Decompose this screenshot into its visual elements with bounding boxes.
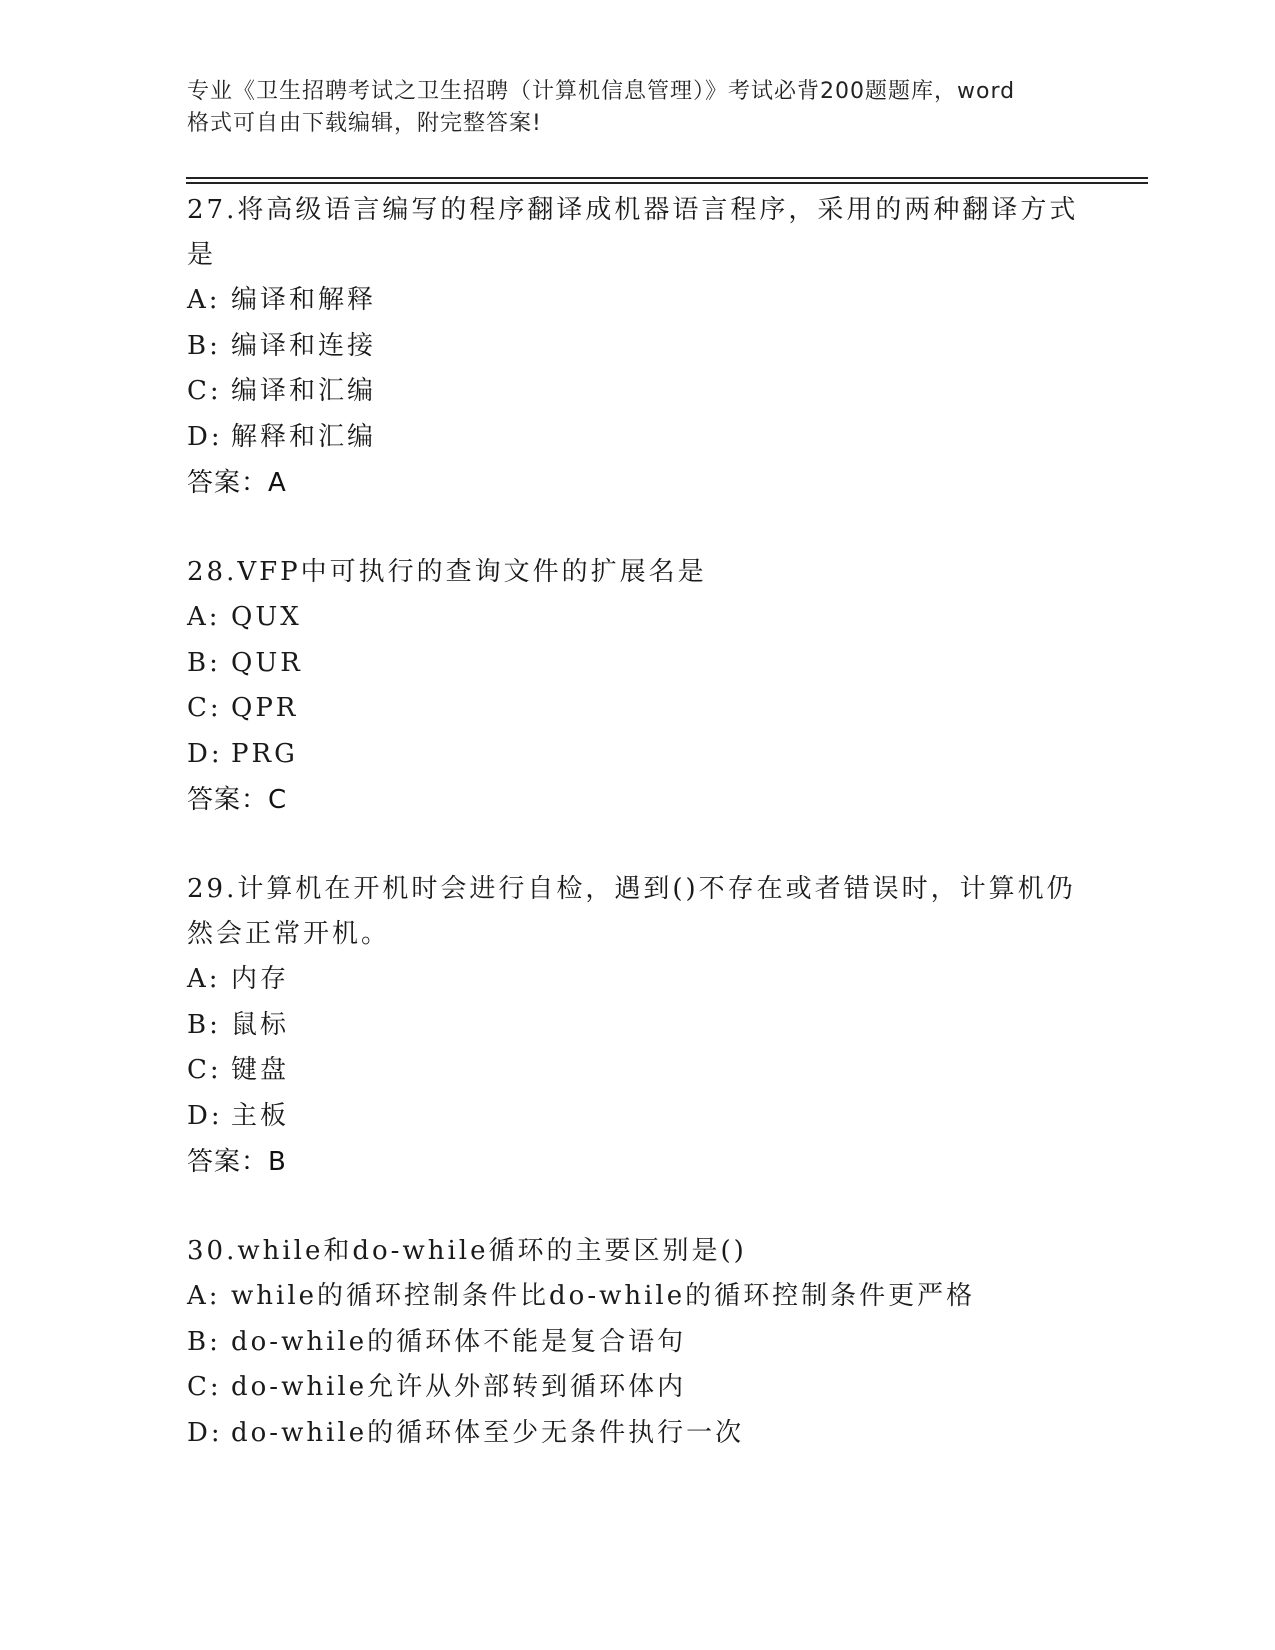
- option-b: [187, 641, 1087, 687]
- option-letter: A:: [187, 1281, 221, 1311]
- option-text: do-while允许从外部转到循环体内: [231, 1372, 687, 1402]
- option-letter: A:: [187, 285, 221, 315]
- option-letter: D:: [187, 1417, 223, 1448]
- option-letter: C:: [187, 1055, 222, 1085]
- option-text: 编译和连接: [231, 330, 377, 361]
- option-b: [187, 1003, 1087, 1049]
- option-a: [187, 595, 1087, 641]
- question-30: [187, 1229, 1087, 1456]
- option-c: [187, 686, 1087, 732]
- question-29: [187, 867, 1087, 1185]
- option-text: QUX: [231, 602, 302, 632]
- option-c: [187, 1048, 1087, 1094]
- option-text: QPR: [231, 693, 299, 723]
- option-d: [187, 1094, 1087, 1140]
- option-text: do-while的循环体至少无条件执行一次: [231, 1417, 745, 1448]
- answer-line: 答案：A: [187, 468, 287, 498]
- option-letter: D:: [187, 1100, 223, 1131]
- option-c: [187, 369, 1087, 415]
- option-letter: B:: [187, 330, 221, 361]
- option-text: 主板: [231, 1100, 290, 1131]
- header-line-2: 格式可自由下载编辑，附完整答案!: [187, 111, 542, 136]
- option-text: 解释和汇编: [231, 421, 377, 452]
- option-text: 键盘: [231, 1055, 290, 1085]
- option-b: [187, 1320, 1087, 1366]
- option-a: [187, 278, 1087, 324]
- answer-line: 答案：C: [187, 785, 288, 815]
- document-header: [187, 76, 1087, 140]
- question-27: [187, 188, 1087, 506]
- question-stem: 28.VFP中可执行的查询文件的扩展名是: [187, 557, 707, 587]
- option-letter: A:: [187, 602, 221, 632]
- option-text: 内存: [231, 964, 290, 994]
- option-letter: B:: [187, 1009, 221, 1040]
- option-letter: B:: [187, 1326, 221, 1357]
- header-line-1: 专业《卫生招聘考试之卫生招聘（计算机信息管理）》考试必背200题题库，word: [187, 79, 1016, 104]
- option-text: QUR: [231, 647, 303, 678]
- option-text: 编译和解释: [231, 285, 377, 315]
- option-d: [187, 415, 1087, 461]
- question-stem: 30.while和do-while循环的主要区别是(): [187, 1236, 747, 1266]
- option-letter: C:: [187, 376, 222, 406]
- option-text: 编译和汇编: [231, 376, 377, 406]
- option-c: [187, 1365, 1087, 1411]
- option-d: [187, 732, 1087, 778]
- option-letter: D:: [187, 738, 223, 769]
- option-text: while的循环控制条件比do-while的循环控制条件更严格: [231, 1281, 976, 1311]
- option-d: [187, 1411, 1087, 1457]
- question-stem: 29.计算机在开机时会进行自检，遇到()不存在或者错误时，计算机仍然会正常开机。: [187, 874, 1076, 949]
- option-a: [187, 957, 1087, 1003]
- question-stem: 27.将高级语言编写的程序翻译成机器语言程序，采用的两种翻译方式是: [187, 195, 1079, 270]
- option-text: 鼠标: [231, 1009, 290, 1040]
- option-text: PRG: [231, 738, 298, 769]
- option-letter: C:: [187, 1372, 222, 1402]
- header-divider-bottom: [186, 182, 1148, 184]
- option-letter: D:: [187, 421, 223, 452]
- option-b: [187, 324, 1087, 370]
- option-letter: C:: [187, 693, 222, 723]
- option-text: do-while的循环体不能是复合语句: [231, 1326, 687, 1357]
- answer-line: 答案：B: [187, 1147, 287, 1177]
- question-28: [187, 550, 1087, 823]
- option-letter: B:: [187, 647, 221, 678]
- option-a: [187, 1274, 1087, 1320]
- header-divider-top: [186, 177, 1148, 179]
- question-list: [187, 188, 1087, 1500]
- option-letter: A:: [187, 964, 221, 994]
